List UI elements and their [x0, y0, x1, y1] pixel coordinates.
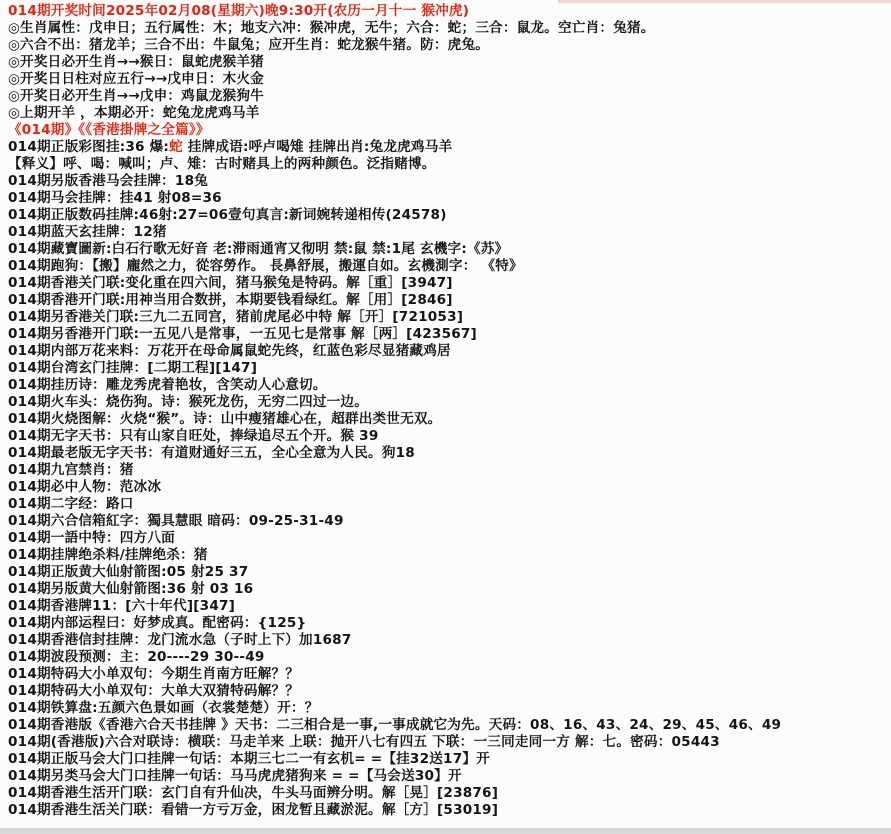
text-line: [8, 649, 887, 666]
text-line: [8, 785, 887, 802]
text-segment: ◎生肖属性：戊申日；五行属性：木；地支六冲：猴冲虎，无牛；六合：蛇；三合：鼠龙。空亡肖：兔猪。: [8, 20, 655, 36]
text-segment: 014期特码大小单双句：大单大双猜特码解？？: [8, 683, 300, 699]
text-line: [8, 581, 887, 598]
text-line: [8, 156, 887, 173]
text-segment: 014期香港生活关门联：看错一方亏万金，困龙暂且藏淤泥。解［方］[53019]: [8, 802, 499, 818]
text-line: [8, 343, 887, 360]
text-line: [8, 37, 887, 54]
text-line: [8, 377, 887, 394]
text-segment: 014期正版黄大仙射箭图:05 射25 37: [8, 564, 249, 580]
text-segment: 014期另版黄大仙射箭图:36 射 03 16: [8, 581, 254, 597]
text-segment: 014期正版数码挂牌:46射:27=06壹句真言:新词婉转递相传(24578): [8, 207, 447, 223]
text-line: [8, 632, 887, 649]
text-segment: 014期正版彩图挂:36 爆:: [8, 139, 170, 155]
text-line: [8, 309, 887, 326]
text-segment: 蛇: [169, 139, 183, 155]
text-line: [8, 479, 887, 496]
text-segment: 【释义】呼、喝：喊叫；卢、雉：古时赌具上的两种颜色。泛指赌博。: [8, 156, 436, 172]
text-line: [8, 734, 887, 751]
text-line: [8, 666, 887, 683]
text-segment: ◎上期开羊 ，本期必开：蛇兔龙虎鸡马羊: [8, 105, 260, 121]
text-segment: 014期香港版《香港六合天书挂牌 》天书：二三相合是一事,一事成就它为先。天码：08、16、43、24、29、45、46、49: [8, 717, 782, 733]
text-line: [8, 428, 887, 445]
text-segment: 014期香港关门联:变化重在四六间，猪马猴兔是特码。解［重］[3947]: [8, 275, 453, 291]
text-segment: 014期香港信封挂牌：龙门流水急（子时上下）加1687: [8, 632, 352, 648]
text-segment: 014期香港牌11：[六十年代][347]: [8, 598, 236, 614]
text-line: [8, 275, 887, 292]
text-segment: ◎开奖日必开生肖→→戊申：鸡鼠龙猴狗牛: [8, 88, 264, 104]
text-line: [8, 802, 887, 819]
text-line: [8, 190, 887, 207]
text-segment: 014期最老版无字天书：有道财通好三五，全心全意为人民。狗18: [8, 445, 415, 461]
text-segment: 014期另类马会大门口挂牌一句话：马马虎虎猪狗来 = =【马会送30】开: [8, 768, 462, 784]
text-line: [8, 207, 887, 224]
text-line: [8, 360, 887, 377]
text-segment: 《014期》《《香港掛牌之全篇》》: [8, 122, 210, 138]
text-segment: 014期内部万花来料：万花开在母命属鼠蛇先终，红蓝色彩尽显猪藏鸡居: [8, 343, 451, 359]
text-line: [8, 683, 887, 700]
text-segment: ◎开奖日必开生肖→→猴日：鼠蛇虎猴羊猪: [8, 54, 264, 70]
text-line: [8, 445, 887, 462]
text-line: [8, 71, 887, 88]
text-segment: 014期波段预测：主：20----29 30--49: [8, 649, 265, 665]
text-segment: 014期内部运程曰：好梦成真。配密码：{125}: [8, 615, 307, 631]
text-line: [8, 54, 887, 71]
text-line: [8, 751, 887, 768]
text-segment: 014期必中人物：范冰冰: [8, 479, 162, 495]
text-line: [8, 615, 887, 632]
text-line: [8, 224, 887, 241]
text-line: [8, 326, 887, 343]
text-segment: ◎开奖日日柱对应五行→→戊申日：木火金: [8, 71, 264, 87]
text-line: [8, 700, 887, 717]
text-line: [8, 768, 887, 785]
text-line: [8, 513, 887, 530]
text-line: [8, 20, 887, 37]
text-segment: 014期香港生活开门联：玄门自有升仙决，牛头马面辨分明。解［晃］[23876]: [8, 785, 499, 801]
text-segment: 014期另香港开门联:一五见八是常事，一五见七是常事 解［两］[423567]: [8, 326, 477, 342]
text-line: [8, 496, 887, 513]
text-segment: 014期挂牌绝杀料/挂牌绝杀：猪: [8, 547, 208, 563]
text-line: [8, 173, 887, 190]
text-segment: 014期马会挂牌：挂41 射08=36: [8, 190, 222, 206]
text-segment: 014期特码大小单双句：今期生肖南方旺解？？: [8, 666, 300, 682]
text-line: [8, 3, 887, 20]
text-segment: 014期藏寶圖新:白石行歌无好音 老:滞雨通宵又彻明 禁:鼠 禁:1尾 玄機字:《苏》: [8, 241, 509, 257]
text-line: [8, 598, 887, 615]
text-line: [8, 462, 887, 479]
bottom-divider: [0, 828, 891, 834]
text-segment: 014期另版香港马会挂牌：18兔: [8, 173, 209, 189]
text-line: [8, 530, 887, 547]
tips-list: [8, 3, 887, 819]
text-segment: 014期火烧图解：火烧“猴”。诗：山中瘦猪雄心在，超群出类世无双。: [8, 411, 442, 427]
text-line: [8, 88, 887, 105]
text-segment: 014期火车头：烧伤狗。诗：猴死龙伤，无穷二四过一边。: [8, 394, 369, 410]
text-line: [8, 411, 887, 428]
text-line: [8, 241, 887, 258]
text-segment: 014期正版马会大门口挂牌一句话：本期三七二一有玄机= =【挂32送17】开: [8, 751, 490, 767]
text-segment: 014期九宫禁肖：猪: [8, 462, 134, 478]
text-segment: 014期挂历诗：雕龙秀虎着艳妆，含笑动人心意切。: [8, 377, 327, 393]
text-segment: 挂牌成语:呼卢喝雉 挂牌出肖:兔龙虎鸡马羊: [182, 139, 453, 155]
text-line: [8, 122, 887, 139]
text-segment: 014期蓝天玄挂牌：12猪: [8, 224, 167, 240]
text-segment: 014期二字经：路口: [8, 496, 134, 512]
text-line: [8, 105, 887, 122]
text-segment: 014期(香港版)六合对联诗：横联：马走羊来 上联：抛开八七有四五 下联：一三同走同一方 解：七。密码：05443: [8, 734, 720, 750]
text-line: [8, 547, 887, 564]
text-segment: 014期开奖时间2025年02月08(星期六)晚9:30开(农历一月十一 猴冲虎): [8, 3, 470, 19]
text-line: [8, 394, 887, 411]
text-segment: 014期跑狗：【搬】龐然之力，從容勞作。 長鼻舒展，搬運自如。玄機測字： 《特》: [8, 258, 523, 274]
text-segment: 014期台湾玄门挂牌：[二期工程][147]: [8, 360, 258, 376]
text-line: [8, 717, 887, 734]
text-line: [8, 292, 887, 309]
text-segment: 014期香港开门联:用神当用合数拼，本期要钱看绿红。解［用］[2846]: [8, 292, 453, 308]
text-line: [8, 258, 887, 275]
text-segment: 014期一語中特：四方八面: [8, 530, 175, 546]
text-segment: 014期六合信箱紅字：獨具慧眼 暗码：09-25-31-49: [8, 513, 344, 529]
text-segment: 014期铁算盘:五颜六色景如画（衣裳楚楚）开：？: [8, 700, 319, 716]
text-line: [8, 139, 887, 156]
text-segment: ◎六合不出：猪龙羊；三合不出：牛鼠兔；应开生肖：蛇龙猴牛猪。防：虎兔。: [8, 37, 490, 53]
text-segment: 014期另香港关门联:三九二五同宫，猪前虎尾必中特 解［开］[721053]: [8, 309, 464, 325]
text-line: [8, 564, 887, 581]
text-segment: 014期无字天书：只有山家自旺处，捧绿追尽五个开。猴 39: [8, 428, 379, 444]
